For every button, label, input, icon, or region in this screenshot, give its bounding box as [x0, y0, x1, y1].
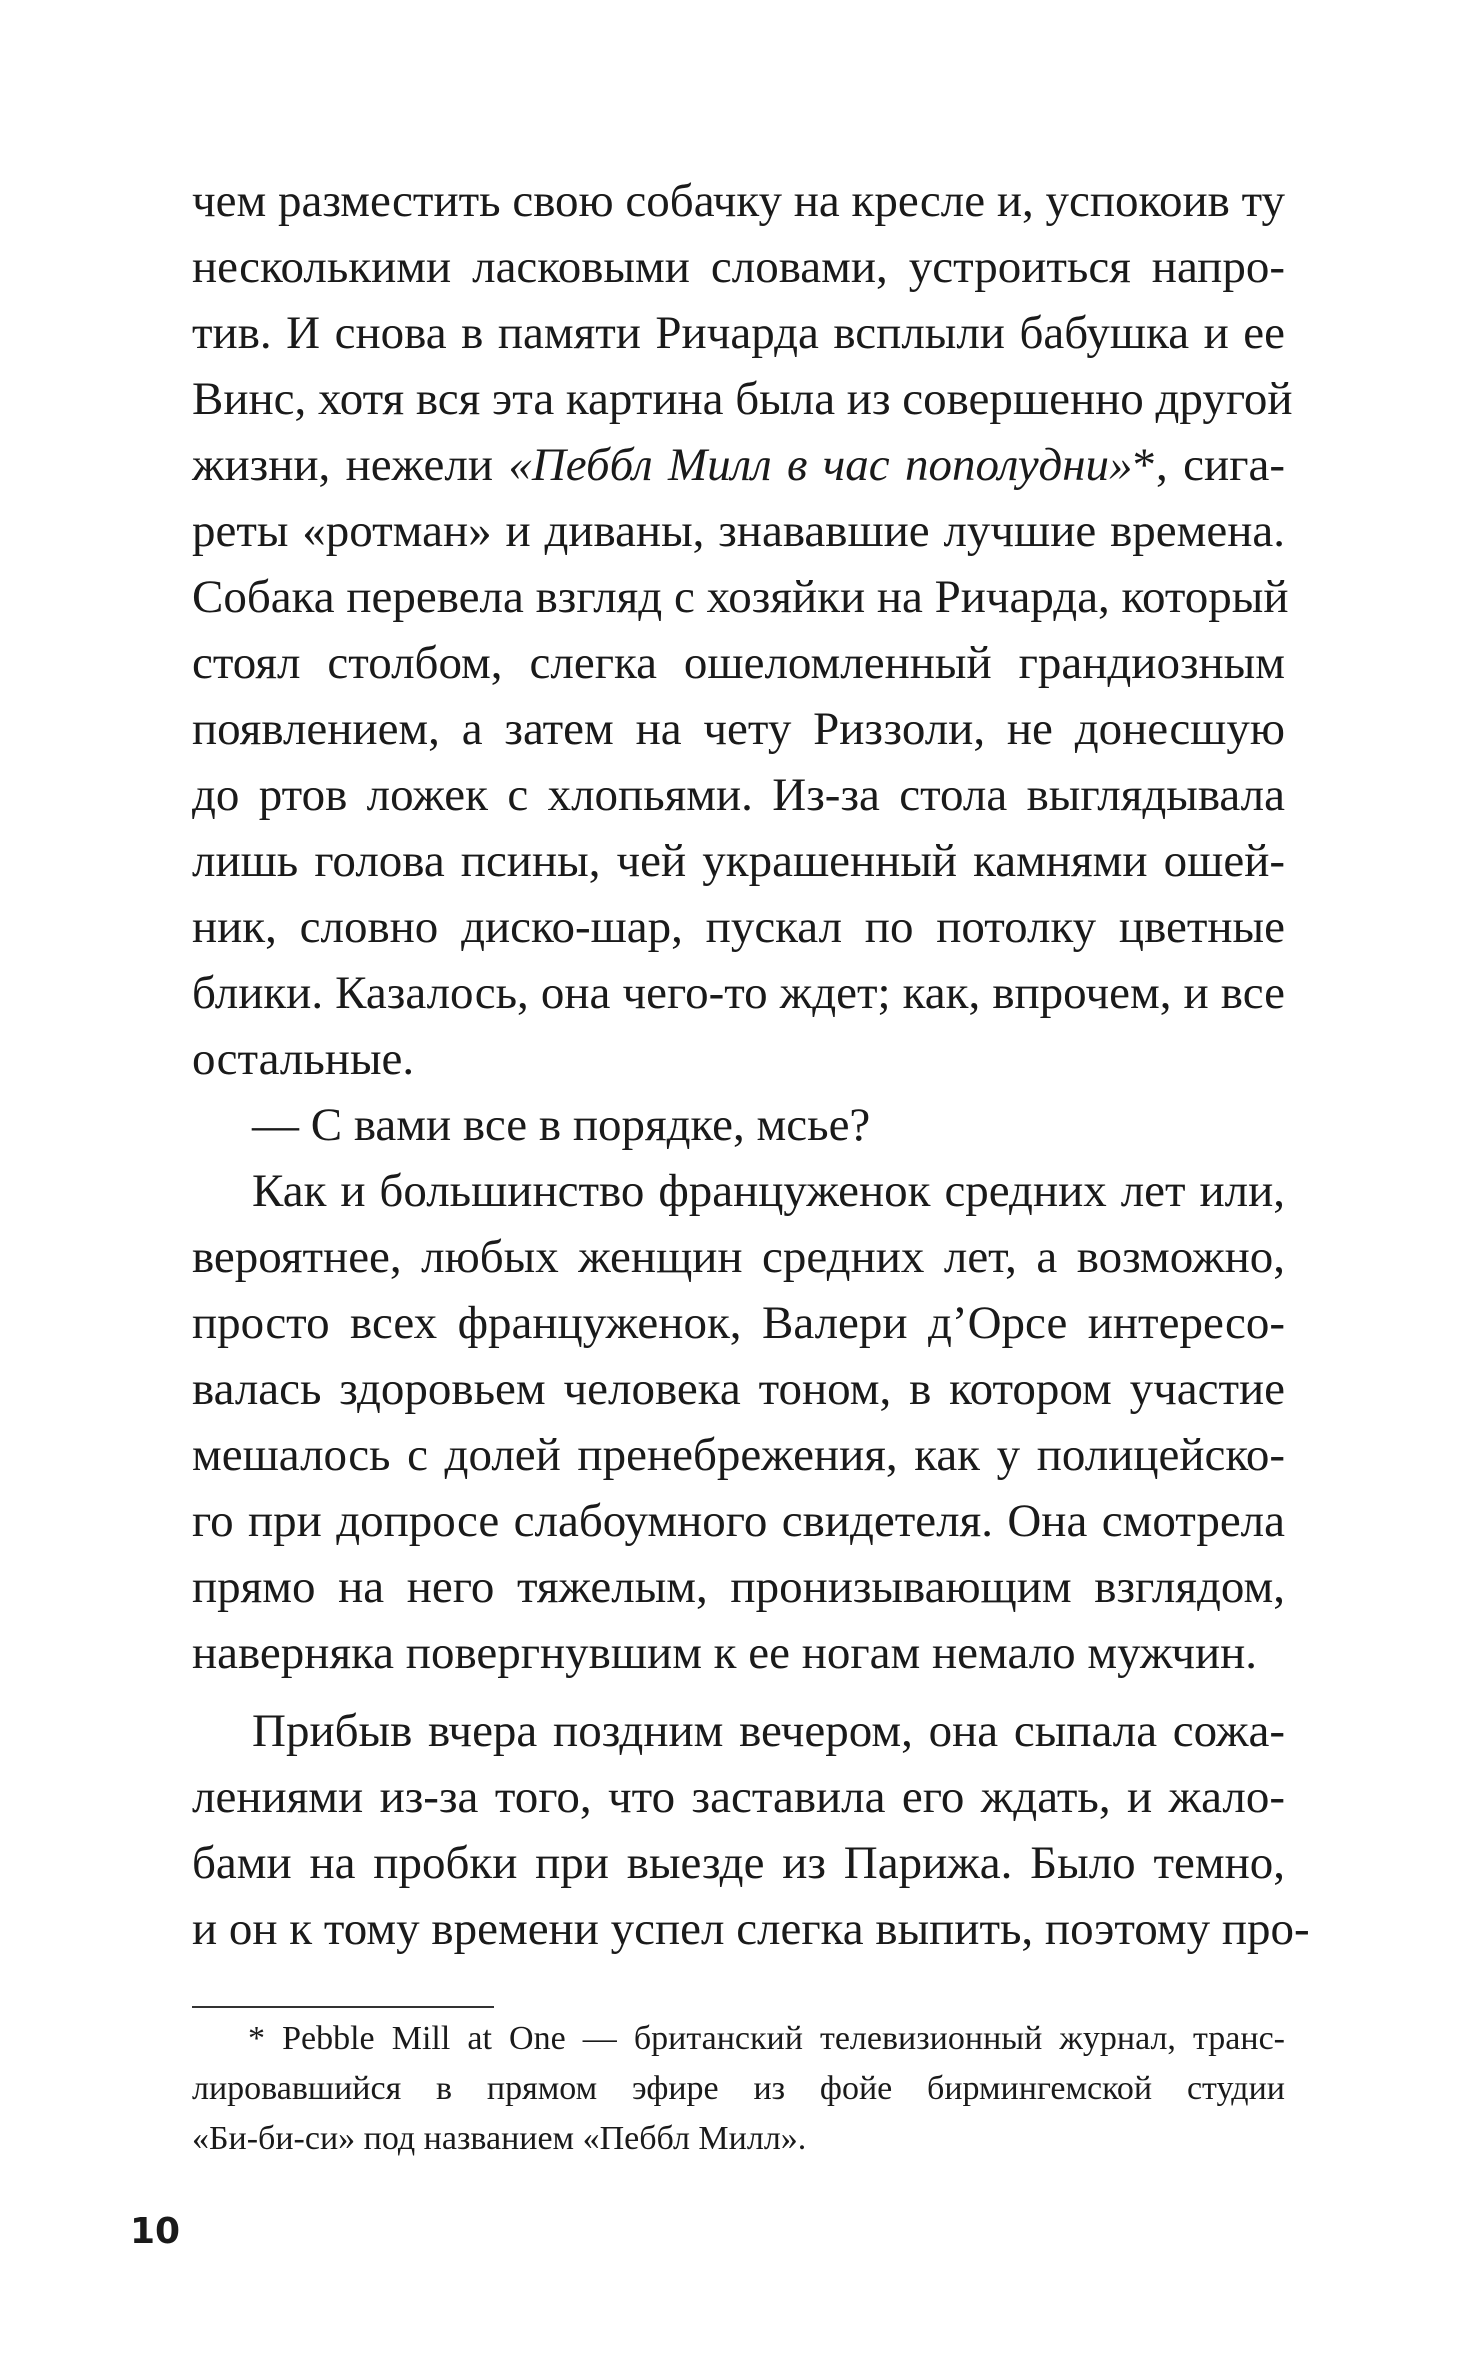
text-line: стоял столбом, слегка ошеломленный грандиозным — [192, 637, 1285, 689]
text-line: остальные. — [192, 1033, 415, 1085]
footnote-line: лировавшийся в прямом эфире из фойе бирмингемской студии — [192, 2070, 1285, 2107]
text-line: реты «ротман» и диваны, знававшие лучшие времена. — [192, 505, 1285, 557]
text-line: Как и большинство француженок средних лет или, — [252, 1165, 1285, 1217]
text-line: появлением, а затем на чету Риззоли, не донесшую — [192, 703, 1285, 755]
text-line: Винс, хотя вся эта картина была из совершенно другой — [192, 373, 1293, 425]
text-run: жизни, нежели — [192, 439, 509, 491]
text-line: го при допросе слабоумного свидетеля. Она смотрела — [192, 1495, 1285, 1547]
italic-title: «Пеббл Милл в час пополудни» — [508, 439, 1133, 491]
page-number: 10 — [130, 2211, 181, 2252]
text-line: вероятнее, любых женщин средних лет, а возможно, — [192, 1231, 1285, 1283]
text-line-with-italic-title — [192, 432, 1285, 498]
text-line: наверняка повергнувшим к ее ногам немало мужчин. — [192, 1627, 1258, 1679]
text-line: Собака перевела взгляд с хозяйки на Ричарда, который — [192, 571, 1289, 623]
text-line: и он к тому времени успел слегка выпить, поэтому про- — [192, 1903, 1310, 1955]
text-line: до ртов ложек с хлопьями. Из-за стола выглядывала — [192, 769, 1285, 821]
text-line: мешалось с долей пренебрежения, как у полицейско- — [192, 1429, 1285, 1481]
text-line: тив. И снова в памяти Ричарда всплыли бабушка и ее — [192, 307, 1285, 359]
dialogue-line: — С вами все в порядке, мсье? — [252, 1099, 871, 1151]
body-text — [192, 168, 1310, 1962]
text-line: бами на пробки при выезде из Парижа. Было темно, — [192, 1837, 1285, 1889]
footnote-marker-run: *, сига- — [1132, 439, 1285, 491]
text-line: блики. Казалось, она чего-то ждет; как, впрочем, и все — [192, 967, 1285, 1019]
text-line: лениями из-за того, что заставила его ждать, и жало- — [192, 1771, 1285, 1823]
text-line: лишь голова псины, чей украшенный камнями ошей- — [192, 835, 1285, 887]
footnote-line: «Би-би-си» под названием «Пеббл Милл». — [192, 2120, 807, 2157]
footnote-divider — [192, 2006, 494, 2008]
text-line: прямо на него тяжелым, пронизывающим взглядом, — [192, 1561, 1285, 1613]
footnote-line: * Pebble Mill at One — британский телевизионный журнал, транс- — [248, 2020, 1285, 2057]
text-line: несколькими ласковыми словами, устроиться напро- — [192, 241, 1285, 293]
text-line: Прибыв вчера поздним вечером, она сыпала сожа- — [252, 1705, 1285, 1757]
footnote — [192, 2014, 1285, 2164]
text-line: валась здоровьем человека тоном, в котором участие — [192, 1363, 1285, 1415]
text-line: ник, словно диско-шар, пускал по потолку цветные — [192, 901, 1285, 953]
text-line: чем разместить свою собачку на кресле и, успокоив ту — [192, 175, 1285, 227]
text-line: просто всех француженок, Валери д’Орсе интересо- — [192, 1297, 1285, 1349]
